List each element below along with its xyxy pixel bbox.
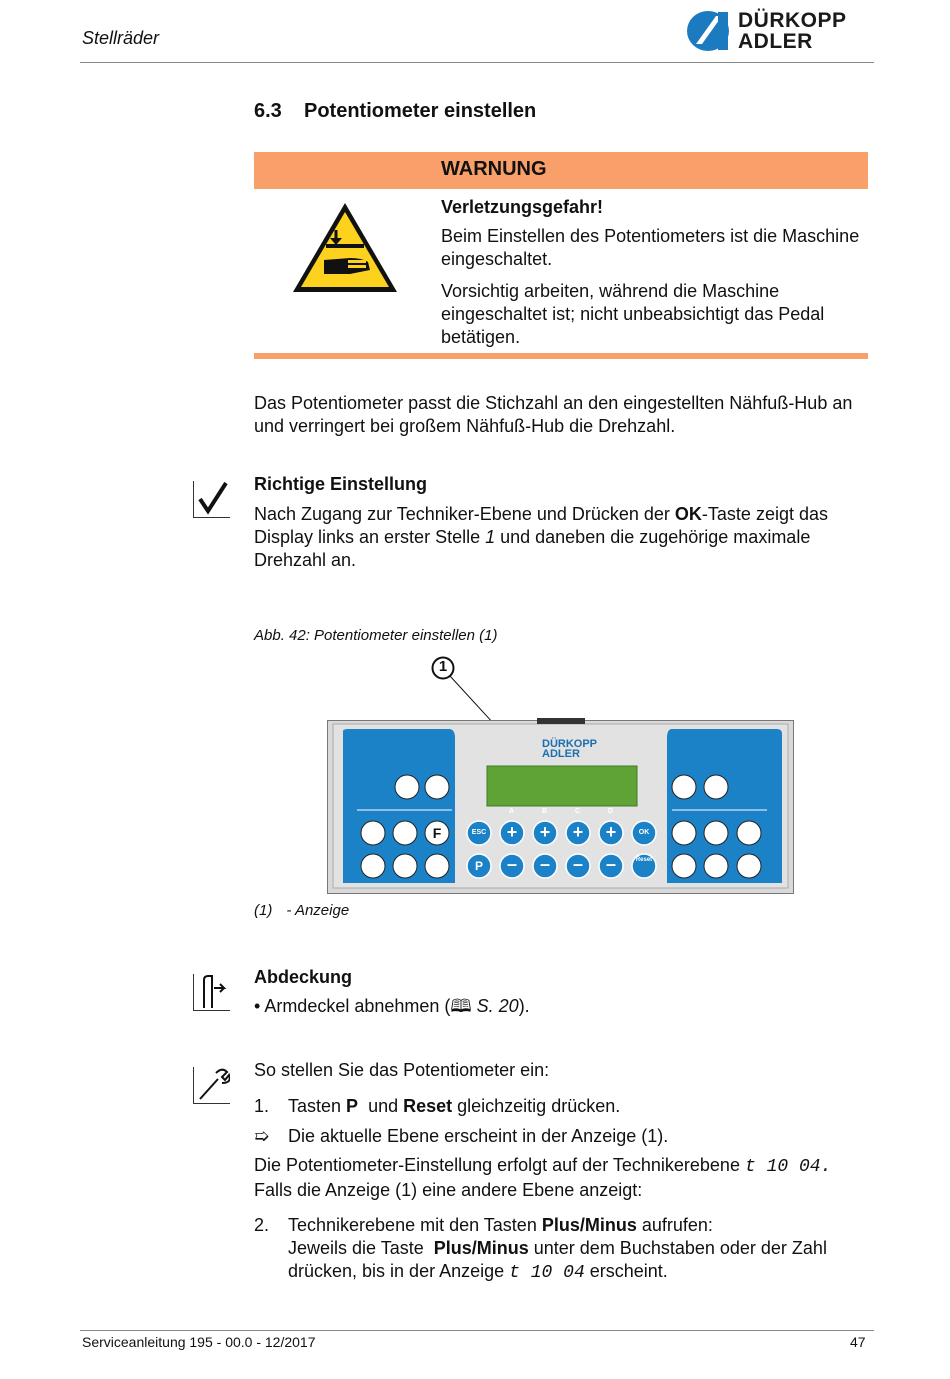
page-reference-link[interactable]: S. 20 (476, 996, 519, 1016)
text-part: Die Potentiometer-Einstellung erfolgt auf der Technikerebene (254, 1155, 745, 1175)
step-1-result: Die aktuelle Ebene erscheint in der Anzeige (1). (288, 1126, 669, 1146)
display-code: t 10 04. (744, 1157, 832, 1177)
plus-minus-ref: Plus/Minus (433, 1238, 529, 1258)
checkmark-icon (193, 481, 230, 518)
key-letter-c: C (575, 808, 581, 815)
technician-level-paragraph (254, 1154, 874, 1202)
brand-logo (686, 6, 876, 56)
text-part: und (358, 1096, 404, 1116)
warning-hazard: Verletzungsgefahr! (441, 197, 604, 217)
key-plus-d[interactable]: + (605, 822, 617, 842)
warning-text-1: Beim Einstellen des Potentiometers ist die Maschine eingeschaltet. (441, 226, 860, 269)
key-plus-c[interactable]: + (572, 822, 584, 842)
key-letter-d: D (608, 808, 614, 815)
footer-document: Serviceanleitung 195 - 00.0 - 12/2017 (82, 1334, 316, 1350)
step-1-text (288, 1095, 620, 1118)
key-plus-b[interactable]: + (539, 822, 551, 842)
brand-name-line2: ADLER (738, 30, 813, 53)
header-rule (80, 62, 874, 63)
text-part: gleichzeitig drücken. (452, 1096, 621, 1116)
hand-crush-warning-icon (290, 200, 400, 295)
running-header: Stellräder (82, 28, 160, 48)
correct-setting-text (254, 503, 869, 572)
panel-brand-line1: DÜRKOPP (542, 738, 598, 750)
wrench-icon (193, 1067, 230, 1104)
ok-key-ref: OK (674, 504, 702, 524)
step-2-number: 2. (254, 1215, 270, 1235)
text-part: Armdeckel abnehmen ( (264, 996, 451, 1016)
key-minus-d[interactable]: – (605, 854, 616, 874)
procedure-intro: So stellen Sie das Potentiometer ein: (254, 1060, 550, 1080)
section-title: Potentiometer einstellen (304, 100, 537, 122)
cover-icon (193, 974, 230, 1011)
key-letter-a: A (509, 808, 515, 815)
figure-legend (254, 902, 349, 919)
book-icon: 🕮 (450, 996, 472, 1016)
text-part: erscheint. (584, 1261, 668, 1281)
panel-brand-line2: ADLER (542, 748, 580, 760)
position-one: 1 (485, 527, 496, 547)
step-1-number: 1. (254, 1096, 270, 1116)
key-minus-c[interactable]: – (572, 854, 583, 874)
footer-rule (80, 1330, 874, 1331)
correct-setting-heading: Richtige Einstellung (254, 474, 428, 494)
text-part: aufrufen: (636, 1215, 713, 1235)
text-part: Technikerebene mit den Tasten (288, 1215, 542, 1235)
key-reset-ref: Reset (403, 1096, 453, 1116)
legend-text: - Anzeige (286, 902, 350, 919)
cover-heading: Abdeckung (254, 967, 353, 987)
key-minus-a[interactable]: – (506, 854, 517, 874)
key-f[interactable]: F (432, 825, 442, 841)
control-panel (327, 718, 794, 894)
figure-caption: Abb. 42: Potentiometer einstellen (1) (254, 627, 498, 644)
warning-label: WARNUNG (441, 158, 547, 180)
section-number: 6.3 (254, 100, 282, 122)
brand-logo-icon (686, 8, 736, 54)
key-minus-b[interactable]: – (539, 854, 550, 874)
text-part: Nach Zugang zur Techniker-Ebene und Drücken der (254, 504, 675, 524)
plus-minus-ref: Plus/Minus (541, 1215, 637, 1235)
text-part: Falls die Anzeige (1) eine andere Ebene anzeigt: (254, 1180, 643, 1200)
key-p-ref: P (346, 1096, 359, 1116)
display-code: t 10 04 (509, 1263, 585, 1283)
panel-brand (542, 739, 597, 759)
result-arrow-icon: ➯ (254, 1126, 270, 1146)
text-part: -Taste zeigt das Display links an erster Stelle (254, 504, 828, 547)
callout-number: 1 (438, 658, 448, 675)
cover-bullet: • Armdeckel abnehmen (🕮 S. 20). (254, 996, 530, 1016)
key-esc[interactable]: ESC (471, 829, 487, 836)
key-reset[interactable]: Reset (635, 857, 653, 863)
warning-bar (254, 152, 868, 189)
section-heading (254, 100, 536, 123)
text-part: und daneben die zugehörige maximale Drehzahl an. (254, 527, 811, 570)
page-number: 47 (850, 1334, 866, 1350)
key-letter-b: B (542, 808, 548, 815)
text-part: Jeweils die Taste (288, 1238, 434, 1258)
key-p[interactable]: P (474, 859, 483, 873)
key-ok[interactable]: OK (638, 829, 650, 836)
legend-number: (1) (254, 902, 273, 919)
text-part: ). (518, 996, 530, 1016)
text-part: Tasten (288, 1096, 347, 1116)
intro-paragraph: Das Potentiometer passt die Stichzahl an den eingestellten Nähfuß-Hub an und verringert bei großem Nähfuß-Hub die Drehzahl. (254, 393, 853, 436)
warning-text-2: Vorsichtig arbeiten, während die Maschine eingeschaltet ist; nicht unbeabsichtigt das Pedal betätigen. (441, 281, 825, 347)
key-plus-a[interactable]: + (506, 822, 518, 842)
text-part: unter dem Buchstaben oder der Zahl drücken, bis in der Anzeige (288, 1238, 827, 1281)
step-2-text (288, 1214, 878, 1285)
warning-bottom-bar (254, 353, 868, 359)
brand-name-line1: DÜRKOPP (738, 9, 847, 32)
